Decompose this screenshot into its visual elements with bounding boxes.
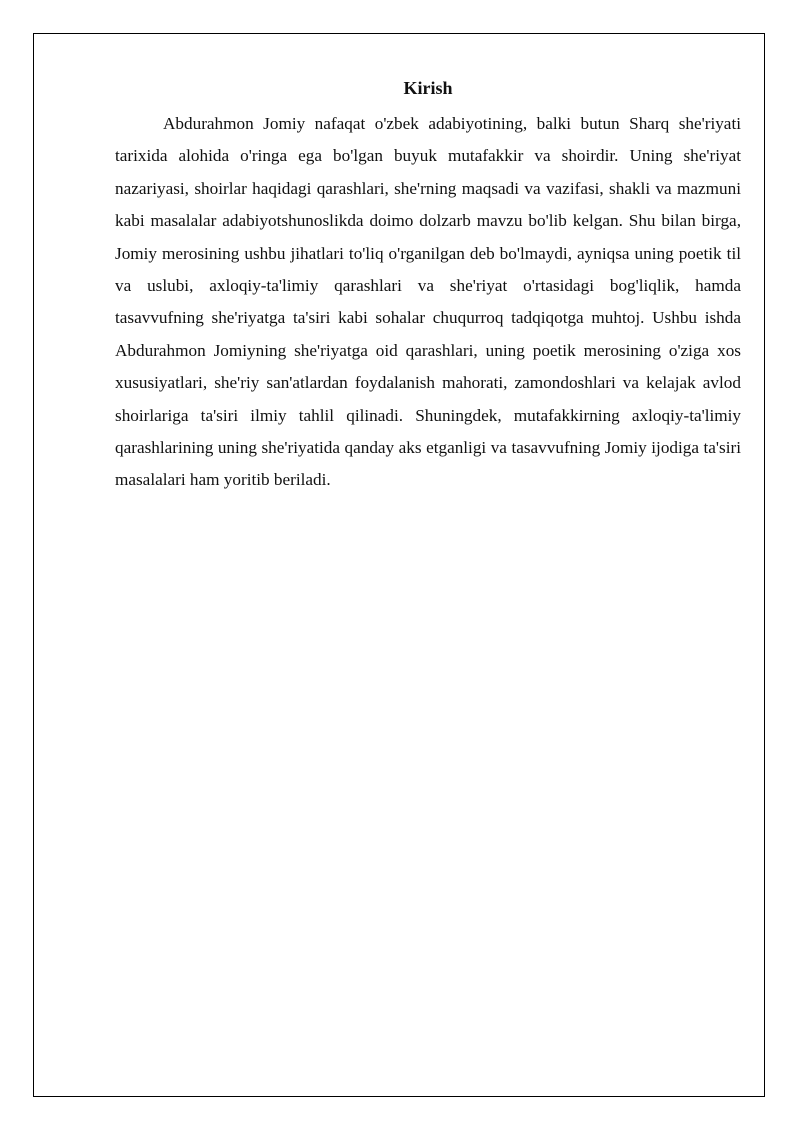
section-heading: Kirish [403, 78, 453, 98]
document-body [115, 76, 741, 497]
intro-paragraph: Abdurahmon Jomiy nafaqat o'zbek adabiyotining, balki butun Sharq she'riyati tarixida alohida o'ringa ega bo'lgan buyuk mutafakkir va shoirdir. Uning she'riyat nazariyasi, shoirlar haqidagi qarashlari, she'rning maqsadi va vazifasi, shakli va mazmuni kabi masalalar adabiyotshunoslikda doimo dolzarb mavzu bo'lib kelgan. Shu bilan birga, Jomiy merosining ushbu jihatlari to'liq o'rganilgan deb bo'lmaydi, ayniqsa uning poetik til va uslubi, axloqiy-ta'limiy qarashlari va she'riyat o'rtasidagi bog'liqlik, hamda tasavvufning she'riyatga ta'siri kabi sohalar chuqurroq tadqiqotga muhtoj. Ushbu ishda Abdurahmon Jomiyning she'riyatga oid qarashlari, uning poetik merosining o'ziga xos xususiyatlari, she'riy san'atlardan foydalanish mahorati, zamondoshlari va kelajak avlod shoirlariga ta'siri ilmiy tahlil qilinadi. Shuningdek, mutafakkirning axloqiy-ta'limiy qarashlarining uning she'riyatida qanday aks etganligi va tasavvufning Jomiy ijodiga ta'siri masalalari ham yoritib beriladi. [115, 114, 741, 490]
